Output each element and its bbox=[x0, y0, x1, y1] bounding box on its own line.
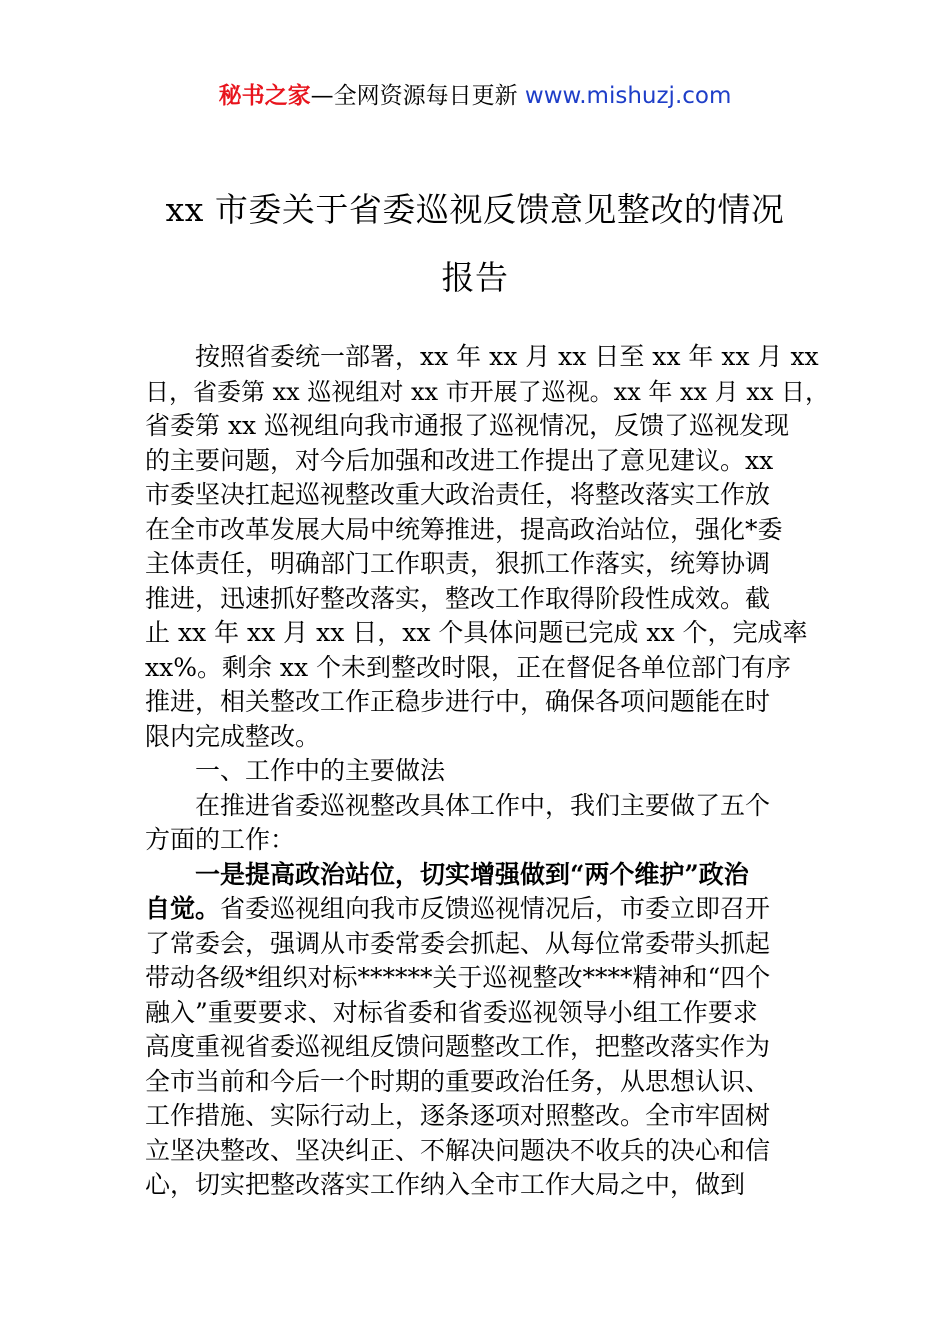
text-line: 了常委会，强调从市委常委会抓起、从每位常委带头抓起 bbox=[145, 928, 771, 958]
title-line-1: xx 市委关于省委巡视反馈意见整改的情况 bbox=[165, 190, 785, 229]
section-intro-paragraph bbox=[145, 789, 809, 858]
text-line: 按照省委统一部署，xx 年 xx 月 xx 日至 xx 年 xx 月 xx bbox=[145, 342, 819, 371]
text-line: 心，切实把整改落实工作纳入全市工作大局之中，做到 bbox=[145, 1170, 746, 1199]
text-line: 立坚决整改、坚决纠正、不解决问题决不收兵的决心和信 bbox=[145, 1135, 771, 1165]
text-line: 止 xx 年 xx 月 xx 日，xx 个具体问题已完成 xx 个，完成率 bbox=[145, 618, 808, 647]
site-url-link[interactable]: www.mishuzj.com bbox=[524, 83, 732, 109]
text-line: xx%。剩余 xx 个未到整改时限，正在督促各单位部门有序 bbox=[145, 652, 792, 682]
document-title bbox=[140, 176, 810, 312]
text-line: 市委坚决扛起巡视整改重大政治责任，将整改落实工作放 bbox=[145, 480, 771, 509]
site-brand: 秘书之家 bbox=[218, 83, 311, 109]
intro-paragraph bbox=[145, 340, 830, 754]
point-one-paragraph bbox=[145, 858, 809, 1203]
text-line: 在推进省委巡视整改具体工作中，我们主要做了五个 bbox=[145, 790, 771, 820]
text-line: 主体责任，明确部门工作职责，狠抓工作落实，统筹协调 bbox=[145, 549, 771, 578]
text-line: 高度重视省委巡视组反馈问题整改工作，把整改落实作为 bbox=[145, 1032, 771, 1061]
text-line: 融入”重要要求、对标省委和省委巡视领导小组工作要求 bbox=[145, 997, 758, 1027]
text-line: 带动各级*组织对标******关于巡视整改****精神和“四个 bbox=[145, 963, 771, 992]
site-header bbox=[0, 80, 950, 112]
text-line: 推进，迅速抓好整改落实，整改工作取得阶段性成效。截 bbox=[145, 583, 771, 613]
point-one-heading-end: 自觉。 bbox=[145, 894, 221, 923]
text-line: 工作措施、实际行动上，逐条逐项对照整改。全市牢固树 bbox=[145, 1101, 771, 1130]
text-line: 省委第 xx 巡视组向我市通报了巡视情况，反馈了巡视发现 bbox=[145, 411, 790, 440]
text-line: 在全市改革发展大局中统筹推进，提高政治站位，强化*委 bbox=[145, 514, 783, 544]
document-body bbox=[145, 340, 830, 1203]
text-line: 日，省委第 xx 巡视组对 xx 市开展了巡视。xx 年 xx 月 xx 日， bbox=[145, 377, 830, 406]
title-line-2: 报告 bbox=[441, 258, 509, 297]
text-line: 方面的工作： bbox=[145, 825, 296, 854]
text-line: 的主要问题，对今后加强和改进工作提出了意见建议。xx bbox=[145, 445, 774, 475]
text-line bbox=[145, 892, 809, 927]
text-line: 推进，相关整改工作正稳步进行中，确保各项问题能在时 bbox=[145, 687, 771, 716]
point-one-text-start: 省委巡视组向我市反馈巡视情况后，市委立即召开 bbox=[220, 894, 771, 923]
text-line: 限内完成整改。 bbox=[145, 721, 321, 751]
section-heading: 一、工作中的主要做法 bbox=[145, 756, 446, 785]
text-line: 全市当前和今后一个时期的重要政治任务，从思想认识、 bbox=[145, 1066, 771, 1096]
site-tagline: —全网资源每日更新 bbox=[310, 83, 525, 109]
point-one-heading: 一是提高政治站位，切实增强做到“两个维护”政治 bbox=[145, 859, 749, 889]
